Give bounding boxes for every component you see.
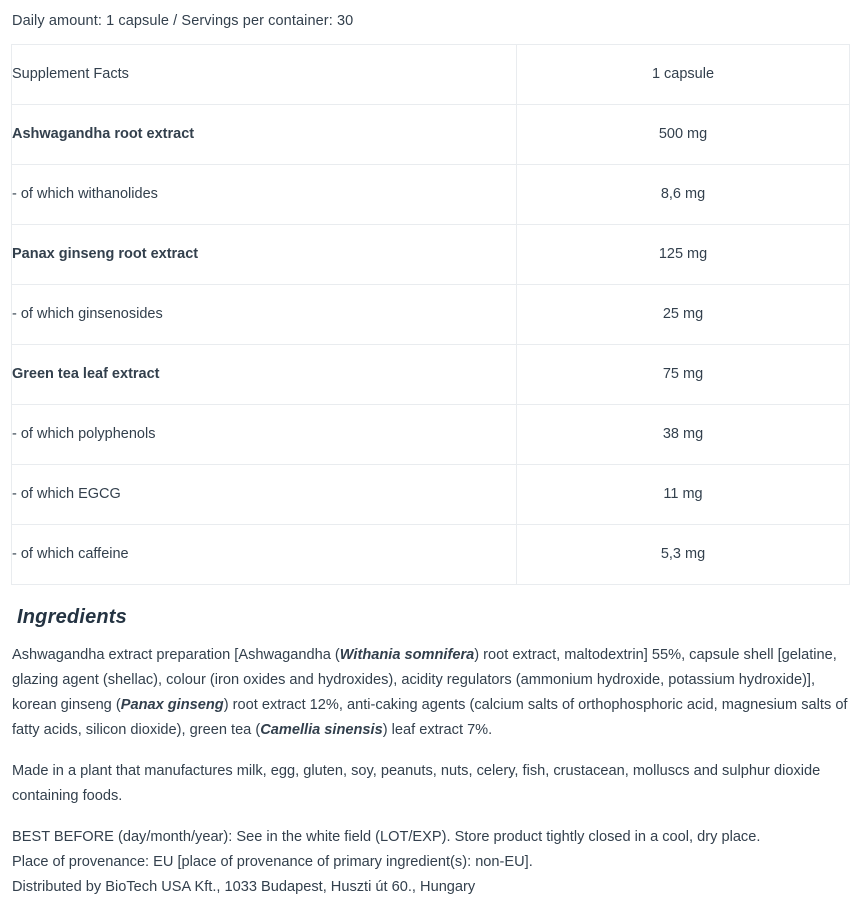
table-row [12, 464, 850, 524]
table-row [12, 224, 850, 284]
ingredients-paragraph [12, 643, 850, 743]
table-row [12, 404, 850, 464]
row-value: 8,6 mg [517, 164, 850, 224]
ingredients-text-part-4: ) leaf extract 7%. [382, 721, 493, 738]
storage-and-distributor-block [12, 825, 850, 900]
latin-name-withania: Withania somnifera [339, 646, 475, 663]
daily-amount-text: Daily amount: 1 capsule / Servings per container: 30 [12, 13, 354, 29]
row-value: 75 mg [517, 344, 850, 404]
table-row [12, 524, 850, 584]
ingredients-body [0, 643, 864, 900]
table-header-name: Supplement Facts [12, 44, 517, 104]
table-row [12, 284, 850, 344]
row-value: 25 mg [517, 284, 850, 344]
row-name: - of which caffeine [12, 524, 517, 584]
ingredients-text-part-1: Ashwagandha extract preparation [Ashwagandha ( [12, 646, 340, 663]
latin-name-panax: Panax ginseng [120, 696, 224, 713]
distributor-text: Distributed by BioTech USA Kft., 1033 Budapest, Huszti út 60., Hungary [12, 878, 476, 895]
row-name: Green tea leaf extract [12, 344, 517, 404]
table-row [12, 344, 850, 404]
supplement-facts-table [11, 44, 850, 585]
row-value: 11 mg [517, 464, 850, 524]
provenance-text: Place of provenance: EU [place of provenance of primary ingredient(s): non-EU]. [12, 853, 533, 870]
row-value: 5,3 mg [517, 524, 850, 584]
table-body [12, 44, 850, 584]
allergen-notice: Made in a plant that manufactures milk, egg, gluten, soy, peanuts, nuts, celery, fish, crustacean, molluscs and sulphur dioxide containing foods. [12, 762, 821, 804]
best-before-text: BEST BEFORE (day/month/year): See in the white field (LOT/EXP). Store product tightly closed in a cool, dry place. [12, 828, 761, 845]
row-name: Ashwagandha root extract [12, 104, 517, 164]
row-value: 500 mg [517, 104, 850, 164]
ingredients-text-part-2: ) root extract, maltodextrin] 55%, capsule shell [gelatine, glazing agent (shellac), colour (iron oxides and hydroxides), acidity regulators (ammonium hydroxide, potassium hydroxide)], korean ginseng ( [12, 646, 837, 713]
latin-name-camellia: Camellia sinensis [260, 721, 383, 738]
row-name: Panax ginseng root extract [12, 224, 517, 284]
row-name: - of which polyphenols [12, 404, 517, 464]
row-value: 38 mg [517, 404, 850, 464]
supplement-facts-table-container [0, 44, 864, 585]
row-value: 125 mg [517, 224, 850, 284]
table-row [12, 164, 850, 224]
row-name: - of which ginsenosides [12, 284, 517, 344]
row-name: - of which EGCG [12, 464, 517, 524]
table-header-value: 1 capsule [517, 44, 850, 104]
table-header-row [12, 44, 850, 104]
ingredients-heading: Ingredients [17, 605, 127, 628]
ingredients-text-part-3: ) root extract 12%, anti-caking agents (calcium salts of orthophosphoric acid, magnesium salts of fatty acids, silicon dioxide), green tea ( [12, 696, 848, 738]
row-name: - of which withanolides [12, 164, 517, 224]
table-row [12, 104, 850, 164]
